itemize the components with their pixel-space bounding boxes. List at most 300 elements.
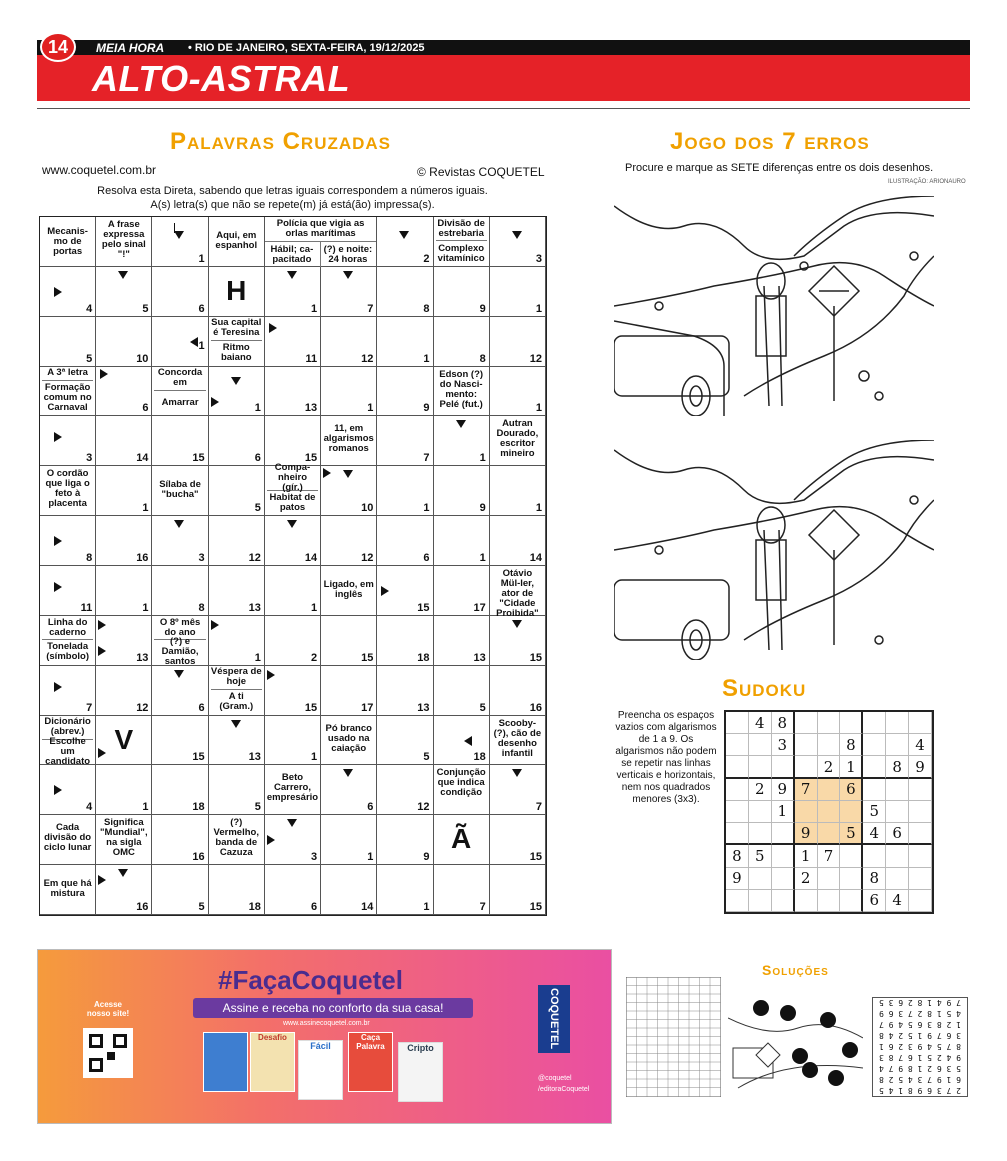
- grid-cell[interactable]: [490, 815, 546, 865]
- grid-cell[interactable]: [209, 566, 265, 616]
- magazine-cover: Fácil: [298, 1040, 343, 1100]
- sudoku-cell[interactable]: [886, 779, 909, 801]
- grid-cell[interactable]: [152, 815, 208, 865]
- sudoku-cell[interactable]: [840, 845, 863, 867]
- grid-cell[interactable]: [96, 416, 152, 466]
- cell-number: 5: [423, 751, 430, 764]
- sudoku-cell[interactable]: [749, 801, 772, 823]
- cell-number: 6: [198, 302, 205, 315]
- grid-cell[interactable]: [152, 566, 208, 616]
- grid-cell[interactable]: [265, 716, 321, 766]
- grid-cell[interactable]: [321, 267, 377, 317]
- clue-text: Beto Carrero, empresário: [266, 772, 319, 804]
- clue-text: Ligado, em inglês: [323, 579, 374, 600]
- grid-cell[interactable]: [265, 267, 321, 317]
- hills-line: [614, 206, 934, 259]
- sudoku-cell[interactable]: [726, 823, 749, 845]
- cell-number: 1: [310, 302, 318, 315]
- sudoku-cell[interactable]: [795, 801, 818, 823]
- clue-cell: [434, 367, 490, 417]
- sudoku-cell[interactable]: [818, 868, 841, 890]
- sudoku-cell[interactable]: [863, 712, 886, 734]
- grid-cell[interactable]: [321, 666, 377, 716]
- cell-number: 18: [248, 901, 261, 913]
- grid-cell[interactable]: [265, 566, 321, 616]
- grid-cell[interactable]: [96, 516, 152, 566]
- grid-cell[interactable]: [96, 765, 152, 815]
- sudoku-cell[interactable]: [726, 801, 749, 823]
- grid-cell[interactable]: [265, 666, 321, 716]
- ad-access: Acesse nosso site!: [86, 1000, 130, 1018]
- grid-cell[interactable]: [377, 516, 433, 566]
- sudoku-cell[interactable]: [795, 756, 818, 778]
- cell-number: 10: [136, 352, 149, 365]
- grid-cell[interactable]: [40, 317, 96, 367]
- sudoku-cell[interactable]: [726, 734, 749, 756]
- sudoku-cell[interactable]: [749, 823, 772, 845]
- clue-text: A frase expressa pelo sinal "!": [101, 219, 146, 260]
- grid-cell[interactable]: [209, 765, 265, 815]
- sudoku-cell[interactable]: 6: [886, 823, 909, 845]
- cell-number: 17: [361, 701, 374, 714]
- grid-cell[interactable]: [96, 317, 152, 367]
- magazine-cover: Desafio: [250, 1032, 295, 1092]
- sudoku-cell[interactable]: [726, 779, 749, 801]
- errors-credit: ILUSTRAÇÃO: ARIONAURO: [888, 179, 966, 185]
- cell-number: 4: [86, 801, 93, 814]
- sudoku-cell[interactable]: [795, 890, 818, 912]
- crossword-instructions-line-1: Resolva esta Direta, sabendo que letras iguais correspondem a números iguais.: [97, 185, 488, 197]
- sudoku-cell[interactable]: [909, 823, 932, 845]
- grid-cell[interactable]: [96, 367, 152, 417]
- cell-number: 13: [304, 402, 318, 415]
- clue-cell: [490, 716, 546, 766]
- person-body: [756, 540, 786, 600]
- grid-cell[interactable]: [209, 716, 265, 766]
- cell-number: 1: [142, 601, 149, 614]
- sudoku-cell[interactable]: [795, 712, 818, 734]
- cell-number: 8: [423, 302, 430, 315]
- sudoku-cell[interactable]: [886, 734, 909, 756]
- grid-cell[interactable]: [96, 267, 152, 317]
- grid-cell[interactable]: [490, 616, 546, 666]
- sudoku-grid: [724, 710, 934, 914]
- grid-cell[interactable]: [209, 616, 265, 666]
- page-number: 14: [40, 32, 76, 62]
- grid-cell[interactable]: [490, 267, 546, 317]
- grid-cell[interactable]: [40, 516, 96, 566]
- sudoku-cell[interactable]: [772, 845, 795, 867]
- grid-cell[interactable]: [377, 367, 433, 417]
- sudoku-cell[interactable]: [886, 868, 909, 890]
- grid-cell[interactable]: [377, 466, 433, 516]
- letter-cell: [434, 815, 490, 865]
- clue-text: Ritmo baiano: [220, 342, 252, 364]
- letter-cell: [209, 267, 265, 317]
- road-edge: [614, 263, 934, 306]
- grid-cell[interactable]: [321, 616, 377, 666]
- coquetel-logo: COQUETEL: [538, 985, 570, 1053]
- grid-cell[interactable]: [321, 815, 377, 865]
- given-letter: Ã: [451, 823, 472, 855]
- solution-row: 3 6 7 9 1 5 2 4 8: [879, 1031, 961, 1040]
- cell-number: 3: [310, 851, 318, 864]
- grid-cell[interactable]: [377, 666, 433, 716]
- grid-cell[interactable]: [265, 815, 321, 865]
- arrow-down-icon: [287, 819, 297, 827]
- sudoku-cell[interactable]: [863, 779, 886, 801]
- grid-cell[interactable]: [40, 416, 96, 466]
- clue-cell: [321, 416, 377, 466]
- solution-mark: [828, 1070, 844, 1086]
- flower-icon: [910, 252, 918, 260]
- clue-text: Otávio Mül-ler, ator de "Cidade Proibida": [496, 568, 539, 619]
- qr-code-icon[interactable]: [83, 1028, 133, 1078]
- cell-number: 7: [86, 701, 93, 714]
- sudoku-cell[interactable]: 5: [863, 801, 886, 823]
- grid-cell[interactable]: [152, 416, 208, 466]
- grid-cell[interactable]: [209, 865, 265, 915]
- clue-text: (?) e noite: 24 horas: [323, 244, 373, 265]
- cell-number: 13: [248, 601, 261, 614]
- grid-cell[interactable]: [377, 616, 433, 666]
- grid-cell[interactable]: [434, 566, 490, 616]
- grid-cell[interactable]: [265, 865, 321, 915]
- grid-cell[interactable]: [434, 616, 490, 666]
- sudoku-cell[interactable]: 9: [909, 756, 932, 778]
- grid-cell[interactable]: [434, 466, 490, 516]
- grid-cell[interactable]: [152, 765, 208, 815]
- clue-cell: [265, 217, 377, 267]
- ad-banner[interactable]: [37, 949, 612, 1124]
- sudoku-cell[interactable]: [749, 756, 772, 778]
- grid-cell[interactable]: [490, 466, 546, 516]
- crossword-grid: [39, 216, 547, 916]
- sudoku-cell[interactable]: [772, 823, 795, 845]
- clue-cell: [40, 217, 96, 267]
- clue-cell: [152, 367, 208, 417]
- sudoku-cell[interactable]: [863, 756, 886, 778]
- grid-cell[interactable]: [377, 416, 433, 466]
- grid-cell[interactable]: [434, 416, 490, 466]
- clue-cell: [321, 566, 377, 616]
- cell-number: 1: [310, 751, 318, 764]
- arrow-right-icon: [269, 323, 277, 333]
- sudoku-cell[interactable]: 9: [726, 868, 749, 890]
- sudoku-cell[interactable]: 7: [818, 845, 841, 867]
- grid-cell[interactable]: [321, 367, 377, 417]
- grid-cell[interactable]: [265, 416, 321, 466]
- clue-cell: [321, 716, 377, 766]
- clue-text: 11, em algarismos romanos: [323, 423, 374, 455]
- cell-number: 15: [304, 701, 318, 714]
- ad-social-facebook: /editoraCoquetel: [538, 1086, 590, 1093]
- sudoku-cell[interactable]: [726, 756, 749, 778]
- sudoku-cell[interactable]: 9: [795, 823, 818, 845]
- sudoku-cell[interactable]: 5: [749, 845, 772, 867]
- grid-cell[interactable]: [152, 716, 208, 766]
- sudoku-cell[interactable]: [886, 712, 909, 734]
- cell-number: 14: [361, 901, 374, 913]
- person-head: [757, 507, 785, 543]
- sudoku-cell[interactable]: [863, 734, 886, 756]
- clue-text: Tonelada (símbolo): [46, 641, 89, 663]
- sudoku-cell[interactable]: 9: [772, 779, 795, 801]
- arrow-down-icon: [343, 470, 353, 478]
- clue-text: (?) Vermelho, banda de Cazuza: [213, 817, 259, 859]
- drawing-bottom[interactable]: [614, 440, 934, 660]
- grid-cell[interactable]: [490, 666, 546, 716]
- sudoku-cell[interactable]: [886, 845, 909, 867]
- road-edge: [744, 256, 934, 396]
- sudoku-cell[interactable]: 6: [840, 779, 863, 801]
- sudoku-cell[interactable]: 6: [863, 890, 886, 912]
- grid-cell[interactable]: [490, 217, 546, 267]
- cell-number: 1: [423, 901, 430, 913]
- solution-row: 1 2 8 3 6 5 4 9 7: [879, 1020, 961, 1029]
- grid-cell[interactable]: [490, 516, 546, 566]
- solution-mark: [780, 1005, 796, 1021]
- clue-text: Dicionário (abrev.): [42, 716, 93, 740]
- cell-number: 8: [198, 601, 205, 614]
- grid-cell[interactable]: [96, 566, 152, 616]
- clue-cell: [40, 466, 96, 516]
- rock: [875, 392, 883, 400]
- cell-number: 4: [86, 302, 93, 315]
- sudoku-cell[interactable]: [863, 845, 886, 867]
- sudoku-cell[interactable]: 8: [840, 734, 863, 756]
- grid-cell[interactable]: [265, 516, 321, 566]
- sudoku-cell[interactable]: 4: [886, 890, 909, 912]
- clue-cell: [40, 815, 96, 865]
- sudoku-cell[interactable]: [818, 890, 841, 912]
- person-body: [756, 296, 786, 356]
- cell-number: 13: [248, 751, 261, 764]
- cell-number: 1: [535, 302, 542, 315]
- sudoku-cell[interactable]: [772, 868, 795, 890]
- grid-cell[interactable]: [209, 367, 265, 417]
- cell-number: 1: [423, 352, 430, 365]
- sudoku-cell[interactable]: 4: [749, 712, 772, 734]
- grid-cell[interactable]: [40, 666, 96, 716]
- sudoku-cell[interactable]: 1: [795, 845, 818, 867]
- grid-cell[interactable]: [434, 666, 490, 716]
- sudoku-cell[interactable]: [840, 801, 863, 823]
- grid-cell[interactable]: [321, 466, 377, 516]
- grid-cell[interactable]: [434, 716, 490, 766]
- sudoku-cell[interactable]: [909, 801, 932, 823]
- sudoku-cell[interactable]: [749, 868, 772, 890]
- sudoku-cell[interactable]: [840, 890, 863, 912]
- clue-text: Significa "Mundial", na sigla OMC: [100, 817, 148, 859]
- arrow-right-icon: [54, 682, 62, 692]
- person-head: [757, 263, 785, 299]
- grid-cell[interactable]: [152, 865, 208, 915]
- sudoku-cell[interactable]: 3: [772, 734, 795, 756]
- clue-text: Conjunção que indica condição: [436, 767, 486, 799]
- grid-cell[interactable]: [377, 217, 433, 267]
- grid-cell[interactable]: [152, 317, 208, 367]
- cell-number: 16: [529, 701, 542, 714]
- grid-cell[interactable]: [377, 716, 433, 766]
- sudoku-cell[interactable]: [909, 712, 932, 734]
- cell-number: 6: [423, 552, 430, 564]
- person-legs: [764, 286, 782, 406]
- sudoku-cell[interactable]: 2: [818, 756, 841, 778]
- grid-cell[interactable]: [321, 516, 377, 566]
- sudoku-cell[interactable]: [886, 801, 909, 823]
- clue-cell: [40, 367, 96, 417]
- grid-cell[interactable]: [377, 267, 433, 317]
- grid-cell[interactable]: [490, 317, 546, 367]
- ad-url: www.assinecoquetel.com.br: [283, 1020, 370, 1027]
- grid-cell[interactable]: [96, 666, 152, 716]
- clue-text: Sua capital é Teresina: [211, 317, 262, 341]
- grid-cell[interactable]: [152, 267, 208, 317]
- grid-cell[interactable]: [265, 317, 321, 367]
- sudoku-cell[interactable]: 2: [749, 779, 772, 801]
- cell-number: 5: [254, 801, 261, 814]
- rock: [859, 371, 869, 381]
- grid-cell[interactable]: [434, 317, 490, 367]
- sudoku-cell[interactable]: [772, 890, 795, 912]
- cell-number: 1: [423, 502, 430, 515]
- sudoku-cell[interactable]: 7: [795, 779, 818, 801]
- sudoku-cell[interactable]: [840, 712, 863, 734]
- sudoku-cell[interactable]: 5: [840, 823, 863, 845]
- cell-number: 7: [479, 901, 486, 913]
- grid-cell[interactable]: [40, 267, 96, 317]
- crossword-instructions: [40, 184, 545, 212]
- grid-cell[interactable]: [152, 666, 208, 716]
- solution-mark: [820, 1012, 836, 1028]
- solution-mark: [842, 1042, 858, 1058]
- sudoku-cell[interactable]: [909, 890, 932, 912]
- sudoku-cell[interactable]: [726, 890, 749, 912]
- cell-number: 17: [473, 601, 486, 614]
- grid-cell[interactable]: [209, 416, 265, 466]
- grid-cell[interactable]: [265, 616, 321, 666]
- clue-text: Aqui, em espanhol: [215, 230, 258, 251]
- grid-cell[interactable]: [377, 815, 433, 865]
- sudoku-cell[interactable]: 8: [772, 712, 795, 734]
- cell-number: 15: [417, 601, 430, 614]
- clue-text: Amarrar: [161, 397, 199, 409]
- grid-cell[interactable]: [152, 516, 208, 566]
- grid-cell[interactable]: [96, 466, 152, 516]
- grid-cell[interactable]: [321, 317, 377, 367]
- road-edge: [744, 500, 934, 640]
- sudoku-cell[interactable]: [818, 734, 841, 756]
- crossword-instructions-line-2: A(s) letra(s) que não se repete(m) já está(ão) impressa(s).: [150, 199, 435, 211]
- cell-number: 3: [86, 452, 93, 465]
- arrow-down-icon: [174, 231, 184, 239]
- grid-cell[interactable]: [209, 466, 265, 516]
- drawing-top[interactable]: [614, 196, 934, 416]
- solution-mark: [792, 1048, 808, 1064]
- sudoku-cell[interactable]: [909, 868, 932, 890]
- grid-cell[interactable]: [490, 765, 546, 815]
- sudoku-cell[interactable]: 1: [772, 801, 795, 823]
- grid-cell[interactable]: [490, 865, 546, 915]
- sudoku-cell[interactable]: 8: [863, 868, 886, 890]
- grid-cell[interactable]: [434, 267, 490, 317]
- cell-number: 2: [423, 252, 430, 265]
- sudoku-cell[interactable]: 1: [840, 756, 863, 778]
- given-letter: V: [114, 723, 134, 755]
- clue-text: Autran Dourado, escritor mineiro: [496, 418, 539, 460]
- grid-cell[interactable]: [377, 765, 433, 815]
- sudoku-cell[interactable]: [909, 845, 932, 867]
- cell-number: 1: [535, 502, 542, 515]
- grid-cell[interactable]: [209, 516, 265, 566]
- header-rule: [37, 108, 970, 109]
- sudoku-cell[interactable]: [909, 779, 932, 801]
- grid-cell[interactable]: [40, 566, 96, 616]
- clue-text: Sílaba de "bucha": [159, 479, 201, 501]
- grid-cell[interactable]: [377, 317, 433, 367]
- rock: [875, 636, 883, 644]
- sudoku-cell[interactable]: 4: [909, 734, 932, 756]
- arrow-down-icon: [512, 231, 522, 239]
- cell-number: 7: [535, 801, 542, 814]
- sudoku-cell[interactable]: 4: [863, 823, 886, 845]
- sudoku-cell[interactable]: [818, 712, 841, 734]
- flower-icon: [910, 496, 918, 504]
- sudoku-cell[interactable]: 8: [726, 845, 749, 867]
- cell-number: 6: [254, 452, 261, 465]
- grid-cell[interactable]: [377, 566, 433, 616]
- sudoku-cell[interactable]: [840, 868, 863, 890]
- grid-cell[interactable]: [96, 865, 152, 915]
- grid-cell[interactable]: [490, 367, 546, 417]
- cell-number: 15: [529, 901, 542, 913]
- solution-sudoku: [872, 997, 968, 1097]
- sudoku-cell[interactable]: [749, 734, 772, 756]
- sudoku-cell[interactable]: [795, 734, 818, 756]
- grid-cell[interactable]: [434, 516, 490, 566]
- arrow-down-icon: [456, 420, 466, 428]
- cell-number: 1: [310, 601, 318, 614]
- errors-instructions: Procure e marque as SETE diferenças entre os dois desenhos.: [625, 162, 934, 174]
- arrow-down-icon: [231, 720, 241, 728]
- sudoku-cell[interactable]: [818, 823, 841, 845]
- cell-number: 2: [310, 651, 318, 664]
- sudoku-cell[interactable]: [772, 756, 795, 778]
- cell-number: 12: [248, 552, 261, 564]
- sudoku-instructions: Preencha os espaços vazios com algarismos de 1 a 9. Os algarismos não podem se repetir nas linhas verticais e horizontais, nem nos quadrados menores (3x3).: [615, 710, 717, 805]
- solution-drawing: [728, 998, 863, 1098]
- grid-cell[interactable]: [377, 865, 433, 915]
- sudoku-cell[interactable]: [726, 712, 749, 734]
- grid-cell[interactable]: [152, 217, 208, 267]
- cell-number: 10: [361, 502, 374, 515]
- cell-number: 14: [304, 552, 318, 564]
- grid-cell[interactable]: [434, 865, 490, 915]
- solution-row: 8 7 5 4 9 3 2 6 1: [879, 1042, 961, 1051]
- sudoku-cell[interactable]: [749, 890, 772, 912]
- sudoku-cell[interactable]: [818, 779, 841, 801]
- sudoku-cell[interactable]: [818, 801, 841, 823]
- arrow-down-icon: [231, 377, 241, 385]
- grid-cell[interactable]: [96, 616, 152, 666]
- grid-cell[interactable]: [321, 865, 377, 915]
- grid-cell[interactable]: [40, 765, 96, 815]
- grid-cell[interactable]: [321, 765, 377, 815]
- sudoku-cell[interactable]: 8: [886, 756, 909, 778]
- sudoku-cell[interactable]: 2: [795, 868, 818, 890]
- grid-cell[interactable]: [265, 367, 321, 417]
